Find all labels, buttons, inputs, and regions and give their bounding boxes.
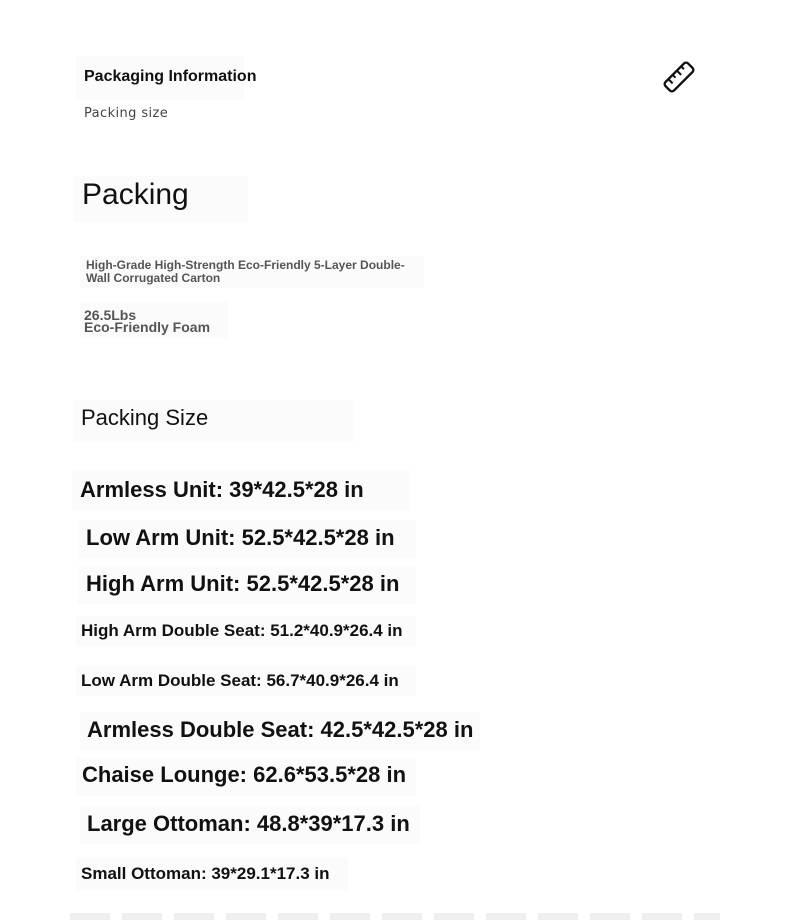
size-item-high-arm-unit: High Arm Unit: 52.5*42.5*28 in xyxy=(86,571,400,596)
size-item-low-arm-unit: Low Arm Unit: 52.5*42.5*28 in xyxy=(86,525,395,550)
size-item-high-arm-double-seat: High Arm Double Seat: 51.2*40.9*26.4 in xyxy=(81,621,403,640)
size-item-small-ottoman: Small Ottoman: 39*29.1*17.3 in xyxy=(81,864,330,883)
footer-divider xyxy=(70,913,720,920)
size-item-low-arm-double-seat: Low Arm Double Seat: 56.7*40.9*26.4 in xyxy=(81,671,399,690)
foam-description: Eco-Friendly Foam xyxy=(84,319,211,335)
packing-size-subtitle: Packing size xyxy=(84,106,169,121)
size-item-armless-double-seat: Armless Double Seat: 42.5*42.5*28 in xyxy=(87,717,474,742)
packing-heading: Packing xyxy=(82,178,189,211)
carton-description: High-Grade High-Strength Eco-Friendly 5-Layer Double-Wall Corrugated Carton xyxy=(86,258,405,285)
ruler-icon xyxy=(660,58,698,96)
size-item-chaise-lounge: Chaise Lounge: 62.6*53.5*28 in xyxy=(82,762,407,787)
package-weight: 26.5Lbs xyxy=(84,307,137,323)
size-item-armless-unit: Armless Unit: 39*42.5*28 in xyxy=(80,477,364,502)
size-item-large-ottoman: Large Ottoman: 48.8*39*17.3 in xyxy=(87,811,410,836)
packaging-information-title: Packaging Information xyxy=(84,68,257,85)
packing-size-heading: Packing Size xyxy=(81,405,209,430)
